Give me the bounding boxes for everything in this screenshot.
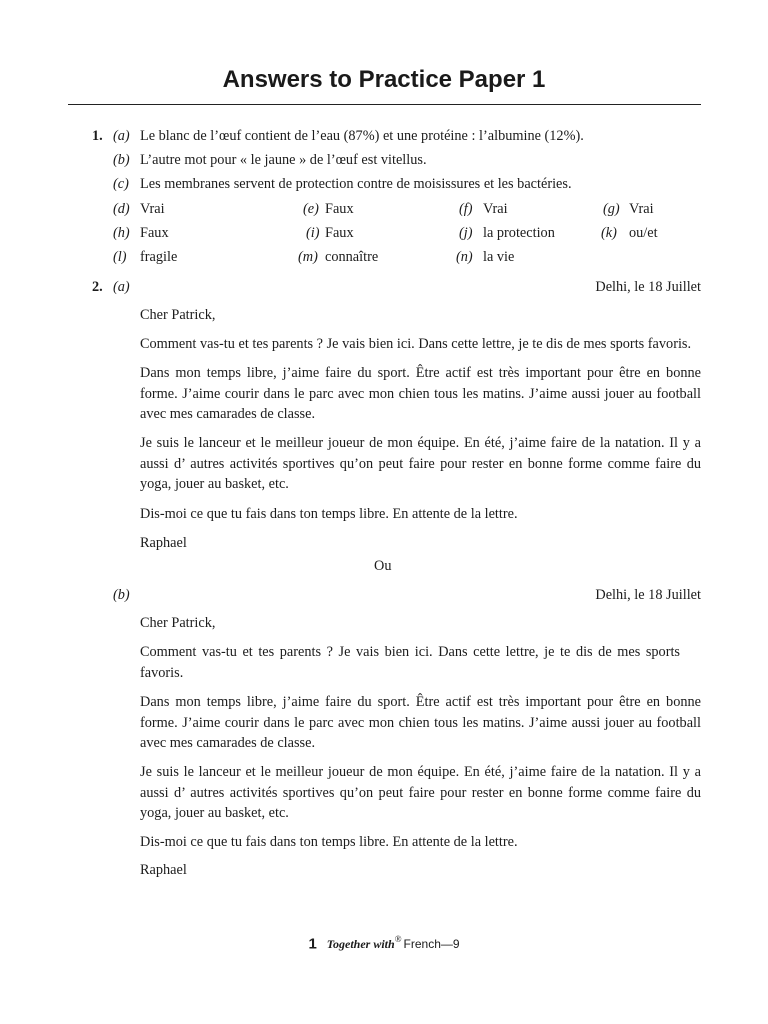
q1-m-answer: connaître <box>325 249 379 265</box>
q1-k-answer: ou/et <box>629 225 658 241</box>
q2-a-label: (a) <box>113 279 130 295</box>
letter-b-paragraph-1: Comment vas-tu et tes parents ? Je vais bien ici. Dans cette lettre, je te dis de mes sports favoris. <box>140 644 680 681</box>
q2-b-label: (b) <box>113 587 130 603</box>
letter-a-date: Delhi, le 18 Juillet <box>595 279 701 295</box>
letter-b-salutation: Cher Patrick, <box>140 615 216 631</box>
q1-e-answer: Faux <box>325 201 354 217</box>
page-number: 1 <box>308 935 317 953</box>
letter-a-paragraph-3: Je suis le lanceur et le meilleur joueur de mon équipe. En été, j’aime faire de la natation. Il y a aussi d’ autres activités sportives qu’on peut faire pour rester en bonne forme comme faire du yoga, jouer au basket, etc. <box>140 435 701 492</box>
letter-b-paragraph-4: Dis-moi ce que tu fais dans ton temps libre. En attente de la lettre. <box>140 834 518 850</box>
question-1-number: 1. <box>92 128 103 144</box>
letter-a-paragraph-1: Comment vas-tu et tes parents ? Je vais bien ici. Dans cette lettre, je te dis de mes sports favoris. <box>140 336 692 352</box>
q1-n-answer: la vie <box>483 249 515 265</box>
letter-a-paragraph-2: Dans mon temps libre, j’aime faire du sport. Être actif est très important pour être en bonne forme. J’aime courir dans le parc avec mon chien tous les matins. J’aime aussi jouer au football avec mes camarades de classe. <box>140 365 701 422</box>
question-2-number: 2. <box>92 279 103 295</box>
q1-g-label: (g) <box>603 201 620 217</box>
letter-b-paragraph-2: Dans mon temps libre, j’aime faire du sport. Être actif est très important pour être en bonne forme. J’aime courir dans le parc avec mon chien tous les matins. J’aime aussi jouer au football avec mes camarades de classe. <box>140 694 701 751</box>
title-divider <box>68 104 701 105</box>
q1-i-label: (i) <box>306 225 320 241</box>
q1-c-answer: Les membranes servent de protection contre de moisissures et les bactéries. <box>140 176 572 192</box>
q1-b-answer: L’autre mot pour « le jaune » de l’œuf est vitellus. <box>140 152 427 168</box>
q1-h-answer: Faux <box>140 225 169 241</box>
page-footer <box>0 934 768 953</box>
q1-m-label: (m) <box>298 249 318 265</box>
q1-g-answer: Vrai <box>629 201 654 217</box>
q1-i-answer: Faux <box>325 225 354 241</box>
q1-b-label: (b) <box>113 152 130 168</box>
q1-a-label: (a) <box>113 128 130 144</box>
q1-a-answer: Le blanc de l’œuf contient de l’eau (87%) et une protéine : l’albumine (12%). <box>140 128 584 144</box>
q1-h-label: (h) <box>113 225 130 241</box>
letter-a-salutation: Cher Patrick, <box>140 307 216 323</box>
q1-j-label: (j) <box>459 225 473 241</box>
q1-c-label: (c) <box>113 176 129 192</box>
q1-f-answer: Vrai <box>483 201 508 217</box>
brand-name: Together with <box>326 937 395 952</box>
q1-l-answer: fragile <box>140 249 178 265</box>
q1-k-label: (k) <box>601 225 617 241</box>
q1-j-answer: la protection <box>483 225 555 241</box>
letter-a-signature: Raphael <box>140 535 187 551</box>
q1-n-label: (n) <box>456 249 473 265</box>
letter-b-paragraph-3: Je suis le lanceur et le meilleur joueur de mon équipe. En été, j’aime faire de la natation. Il y a aussi d’ autres activités sportives qu’on peut faire pour rester en bonne forme comme faire du yoga, jouer au basket, etc. <box>140 764 701 821</box>
q1-e-label: (e) <box>303 201 319 217</box>
registered-mark: ® <box>394 934 402 944</box>
subject-label: French—9 <box>403 937 460 952</box>
letter-b-signature: Raphael <box>140 862 187 878</box>
letter-b-date: Delhi, le 18 Juillet <box>595 587 701 603</box>
q1-f-label: (f) <box>459 201 473 217</box>
q1-d-label: (d) <box>113 201 130 217</box>
q1-l-label: (l) <box>113 249 127 265</box>
q1-d-answer: Vrai <box>140 201 165 217</box>
page-title: Answers to Practice Paper 1 <box>222 66 546 93</box>
or-separator: Ou <box>374 558 392 574</box>
letter-a-paragraph-4: Dis-moi ce que tu fais dans ton temps libre. En attente de la lettre. <box>140 506 518 522</box>
